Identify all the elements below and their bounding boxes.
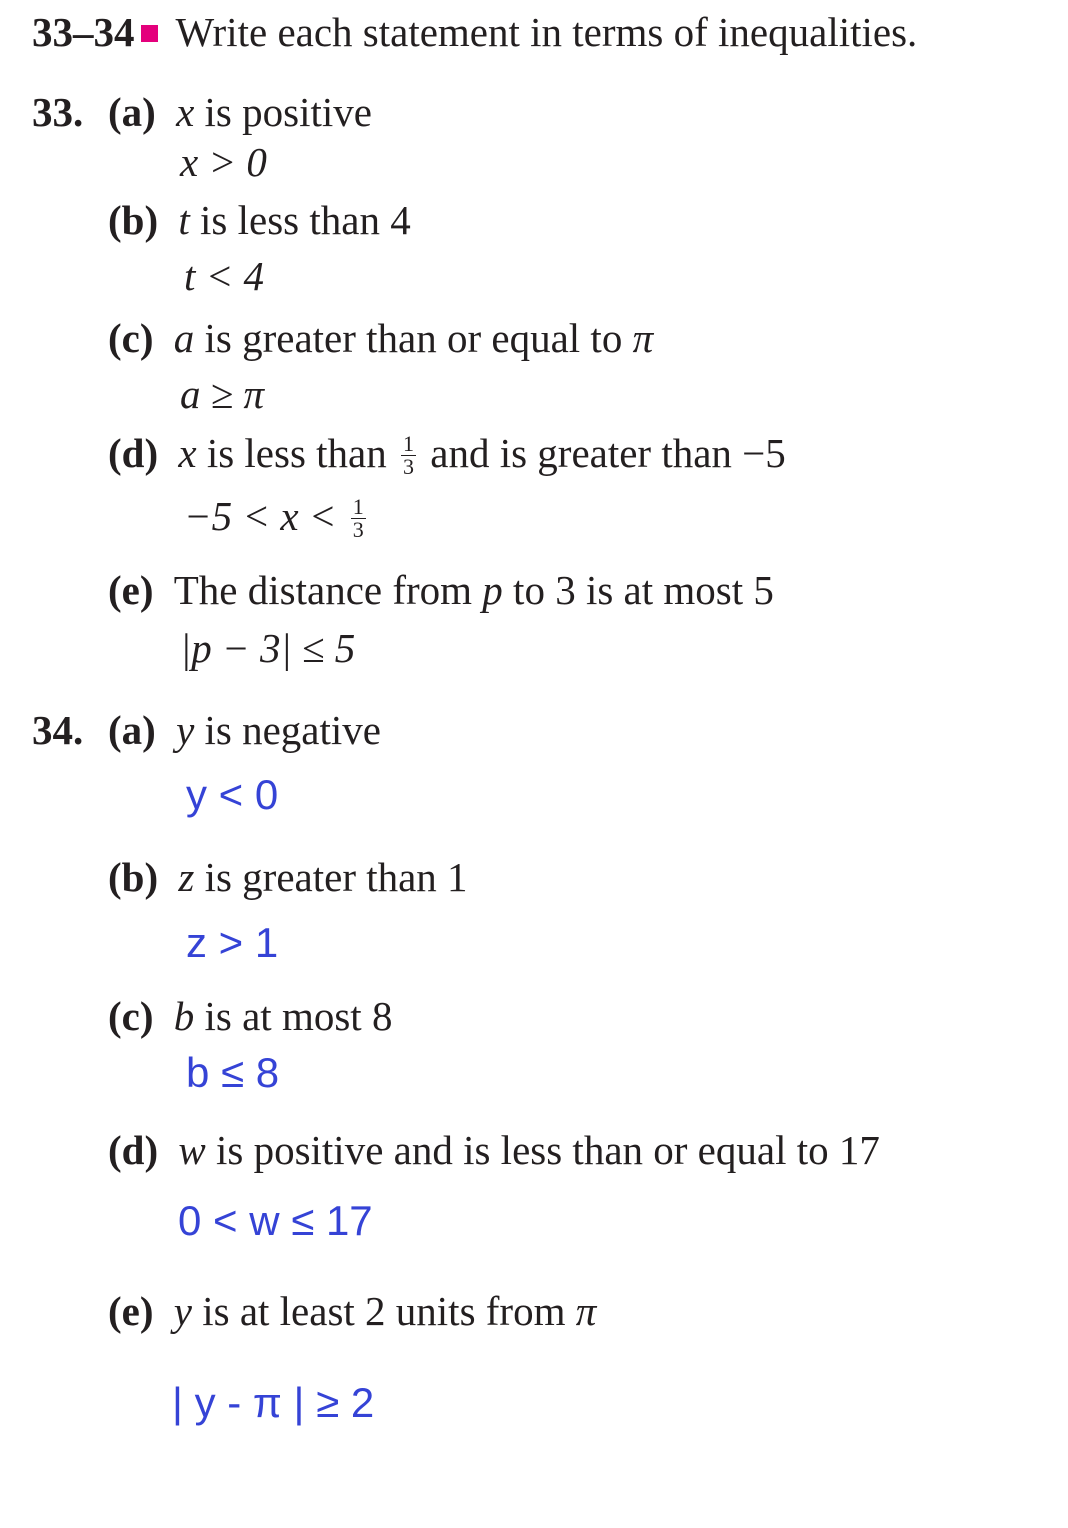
variable: p	[482, 567, 503, 613]
question-33e	[108, 567, 774, 613]
question-text: The distance from	[173, 567, 483, 613]
variable: w	[178, 1127, 206, 1173]
instruction-text: Write each statement in terms of inequalities.	[175, 9, 918, 55]
handwritten-answer-34c: b ≤ 8	[186, 1049, 280, 1096]
handwritten-answer-34b: z > 1	[186, 919, 279, 966]
question-34d	[108, 1127, 880, 1173]
question-text: is less than 4	[189, 197, 411, 243]
question-text: is positive and is less than or equal to 17	[205, 1127, 880, 1173]
question-text-continued: to 3 is at most 5	[502, 567, 774, 613]
answer-33a: x > 0	[180, 139, 267, 185]
answer-33e: |p − 3| ≤ 5	[180, 625, 356, 671]
part-label: (a)	[108, 707, 156, 753]
question-33c	[108, 315, 654, 361]
problem-number-33: 33.	[32, 89, 84, 135]
question-34b	[108, 854, 468, 900]
part-label: (d)	[108, 430, 159, 476]
answer-33c: a ≥ π	[180, 371, 265, 417]
fraction-one-third: $\frac{1}{3}$	[403, 431, 414, 480]
question-34e	[108, 1288, 597, 1334]
answer-33d	[184, 493, 370, 543]
question-33a	[108, 89, 372, 135]
answer-left: −5 < x <	[184, 493, 347, 539]
pink-square-icon	[141, 25, 158, 42]
question-text: is at most 8	[194, 993, 393, 1039]
part-label: (e)	[108, 1288, 154, 1334]
pi-symbol: π	[575, 1288, 597, 1334]
question-34c	[108, 993, 393, 1039]
part-label: (c)	[108, 993, 154, 1039]
variable: x	[176, 89, 195, 135]
answer-33b: t < 4	[184, 253, 265, 299]
variable: t	[178, 197, 190, 243]
question-33d	[108, 430, 786, 480]
question-text: is greater than or equal to	[194, 315, 633, 361]
problem-number-34: 34.	[32, 707, 84, 753]
part-label: (b)	[108, 197, 159, 243]
variable: x	[178, 430, 197, 476]
fraction-one-third: $\frac{1}{3}$	[352, 494, 364, 543]
problem-range: 33–34	[32, 9, 135, 55]
question-text: is greater than 1	[194, 854, 468, 900]
pi-symbol: π	[632, 315, 654, 361]
part-label: (a)	[108, 89, 156, 135]
handwritten-answer-34a: y < 0	[186, 771, 279, 818]
variable: y	[173, 1288, 192, 1334]
question-33b	[108, 197, 411, 243]
part-label: (c)	[108, 315, 154, 361]
handwritten-answer-34d: 0 < w ≤ 17	[178, 1197, 373, 1244]
question-text: is less than	[196, 430, 397, 476]
part-label: (b)	[108, 854, 159, 900]
variable: a	[173, 315, 195, 361]
handwritten-answer-34e: | y - π | ≥ 2	[172, 1379, 375, 1426]
section-header	[32, 9, 918, 55]
question-text-continued: and is greater than −5	[420, 430, 786, 476]
variable: y	[176, 707, 195, 753]
question-text: is positive	[194, 89, 372, 135]
question-text: is negative	[194, 707, 381, 753]
question-text: is at least 2 units from	[191, 1288, 576, 1334]
part-label: (e)	[108, 567, 154, 613]
variable: b	[173, 993, 195, 1039]
variable: z	[178, 854, 195, 900]
question-34a	[108, 707, 381, 753]
part-label: (d)	[108, 1127, 159, 1173]
